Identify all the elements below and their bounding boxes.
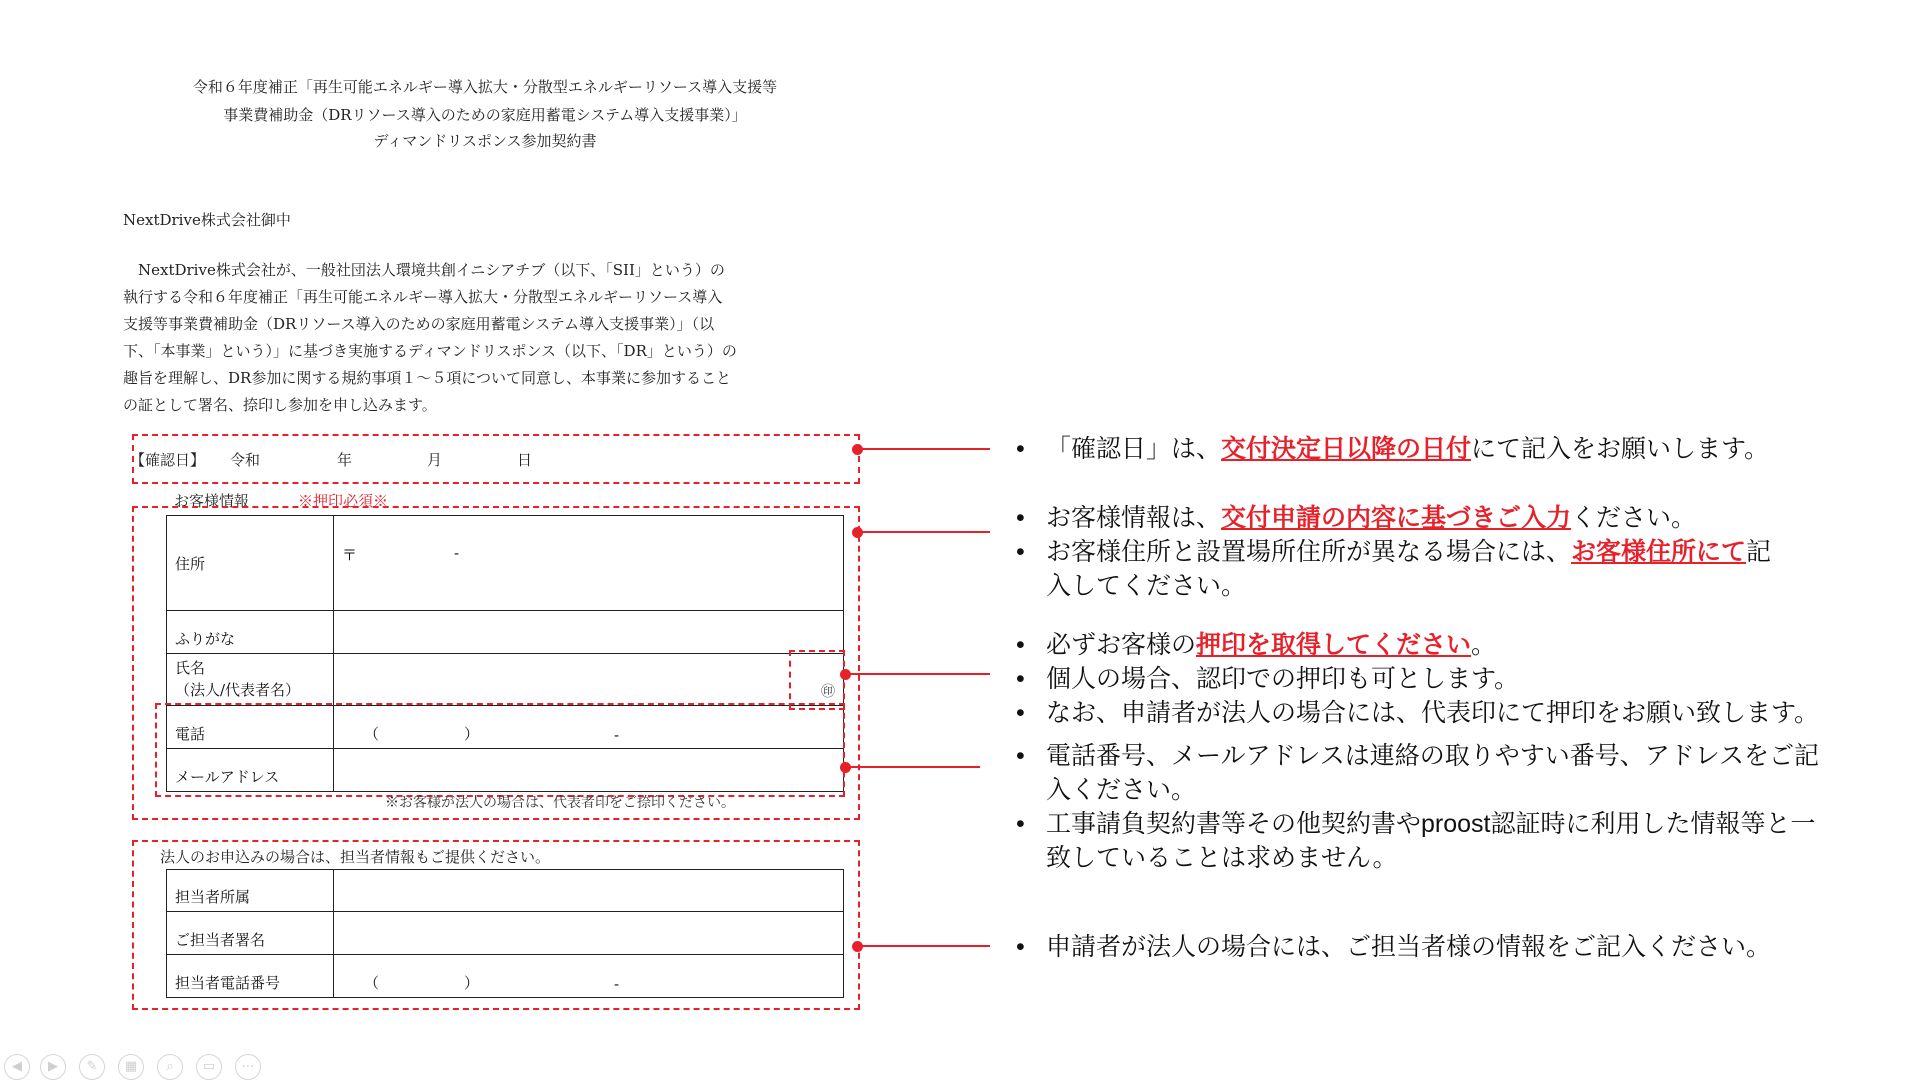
stamp-required-note: ※押印必須※ [298,492,389,510]
doc-title-line-1: 令和６年度補正「再生可能エネルギー導入拡大・分散型エネルギーリソース導入支援等 [192,78,778,96]
staff-phone-paren-open: （ [364,974,380,992]
connector-line-3 [845,673,990,675]
confirm-date-label: 【確認日】 [130,451,206,469]
note-contact: • 電話番号、メールアドレスは連絡の取りやすい番号、アドレスをご記入ください。 • 工事請負契約書等その他契約書やproost認証時に利用した情報等と一致していることは求めません。 [1012,739,1822,875]
confirm-year: 年 [337,451,353,469]
doc-body-line: 支援等事業費補助金（DRリソース導入のための家庭用蓄電システム導入支援事業）」（以 [123,315,715,333]
confirm-month: 月 [427,451,443,469]
name-field[interactable] [334,654,844,706]
connector-line-2 [857,531,990,533]
address-label: 住所 [167,516,334,611]
staff-name-label: ご担当者署名 [167,912,334,955]
confirm-era: 令和 [230,451,261,469]
doc-addressee: NextDrive株式会社御中 [123,211,291,229]
doc-body-line: NextDrive株式会社が、一般社団法人環境共創イニシアチブ（以下、「SII」という）の [123,261,725,279]
connector-line-5 [857,945,990,947]
seal-mark: ㊞ [821,684,835,700]
staff-dept-label: 担当者所属 [167,870,334,912]
next-icon[interactable]: ▶ [40,1054,66,1080]
connector-line-1 [857,448,990,450]
email-label: メールアドレス [167,749,334,792]
zoom-icon[interactable]: ⌕ [157,1054,183,1080]
slides-icon[interactable]: ▦ [118,1054,144,1080]
doc-title-line-2: 事業費補助金（DRリソース導入のための家庭用蓄電システム導入支援事業）」 [223,106,747,124]
staff-phone-field[interactable] [334,955,844,998]
prev-icon[interactable]: ◀ [4,1054,30,1080]
staff-phone-paren-close: ） [464,974,480,992]
doc-body-line: 趣旨を理解し、DR参加に関する規約事項１～５項について同意し、本事業に参加すること [123,369,732,387]
customer-heading: お客様情報 [174,492,250,510]
note-seal: • 必ずお客様の押印を取得してください。 • 個人の場合、認印での押印も可とします。 • なお、申請者が法人の場合には、代表印にて押印をお願い致します。 [1012,628,1912,730]
note-confirm-date: • 「確認日」は、交付決定日以降の日付にて記入をお願いします。 [1012,432,1892,466]
note-customer-info: • お客様情報は、交付申請の内容に基づきご入力ください。 • お客様住所と設置場所住所が異なる場合には、お客様住所にて記入してください。 [1012,501,1792,603]
doc-body-line: 下、「本事業」という）」に基づき実施するディマンドリスポンス（以下、「DR」という）の [123,342,737,360]
corporate-info-table [166,869,844,998]
doc-body-line: 執行する令和６年度補正「再生可能エネルギー導入拡大・分散型エネルギーリソース導入 [123,288,723,306]
more-icon[interactable]: ⋯ [235,1054,261,1080]
seal-highlight [789,650,845,710]
staff-phone-separator: - [614,975,620,993]
phone-paren-close: ） [464,725,480,743]
pen-icon[interactable]: ✎ [79,1054,105,1080]
connector-line-4 [845,766,980,768]
confirm-day: 日 [517,451,533,469]
name-label: 氏名 （法人/代表者名） [167,654,334,706]
doc-title-line-3: ディマンドリスポンス参加契約書 [373,132,597,150]
note-corporate: • 申請者が法人の場合には、ご担当者様の情報をご記入ください。 [1012,930,1892,964]
furigana-label: ふりがな [167,611,334,654]
corporate-seal-footnote: ※お客様が法人の場合は、代表者印をご捺印ください。 [385,795,735,811]
staff-name-field[interactable] [334,912,844,955]
postal-mark: 〒 [342,546,358,564]
phone-separator: - [614,726,620,744]
phone-label: 電話 [167,706,334,749]
furigana-field[interactable] [334,611,844,654]
staff-phone-label: 担当者電話番号 [167,955,334,998]
subtitle-icon[interactable]: ▭ [196,1054,222,1080]
contact-highlight [155,703,845,797]
doc-body-line: の証として署名、捺印し参加を申し込みます。 [123,396,437,414]
postal-separator: - [454,544,460,562]
corporate-heading: 法人のお申込みの場合は、担当者情報もご提供ください。 [160,848,551,866]
staff-dept-field[interactable] [334,870,844,912]
address-field[interactable] [334,516,844,611]
phone-paren-open: （ [364,725,380,743]
